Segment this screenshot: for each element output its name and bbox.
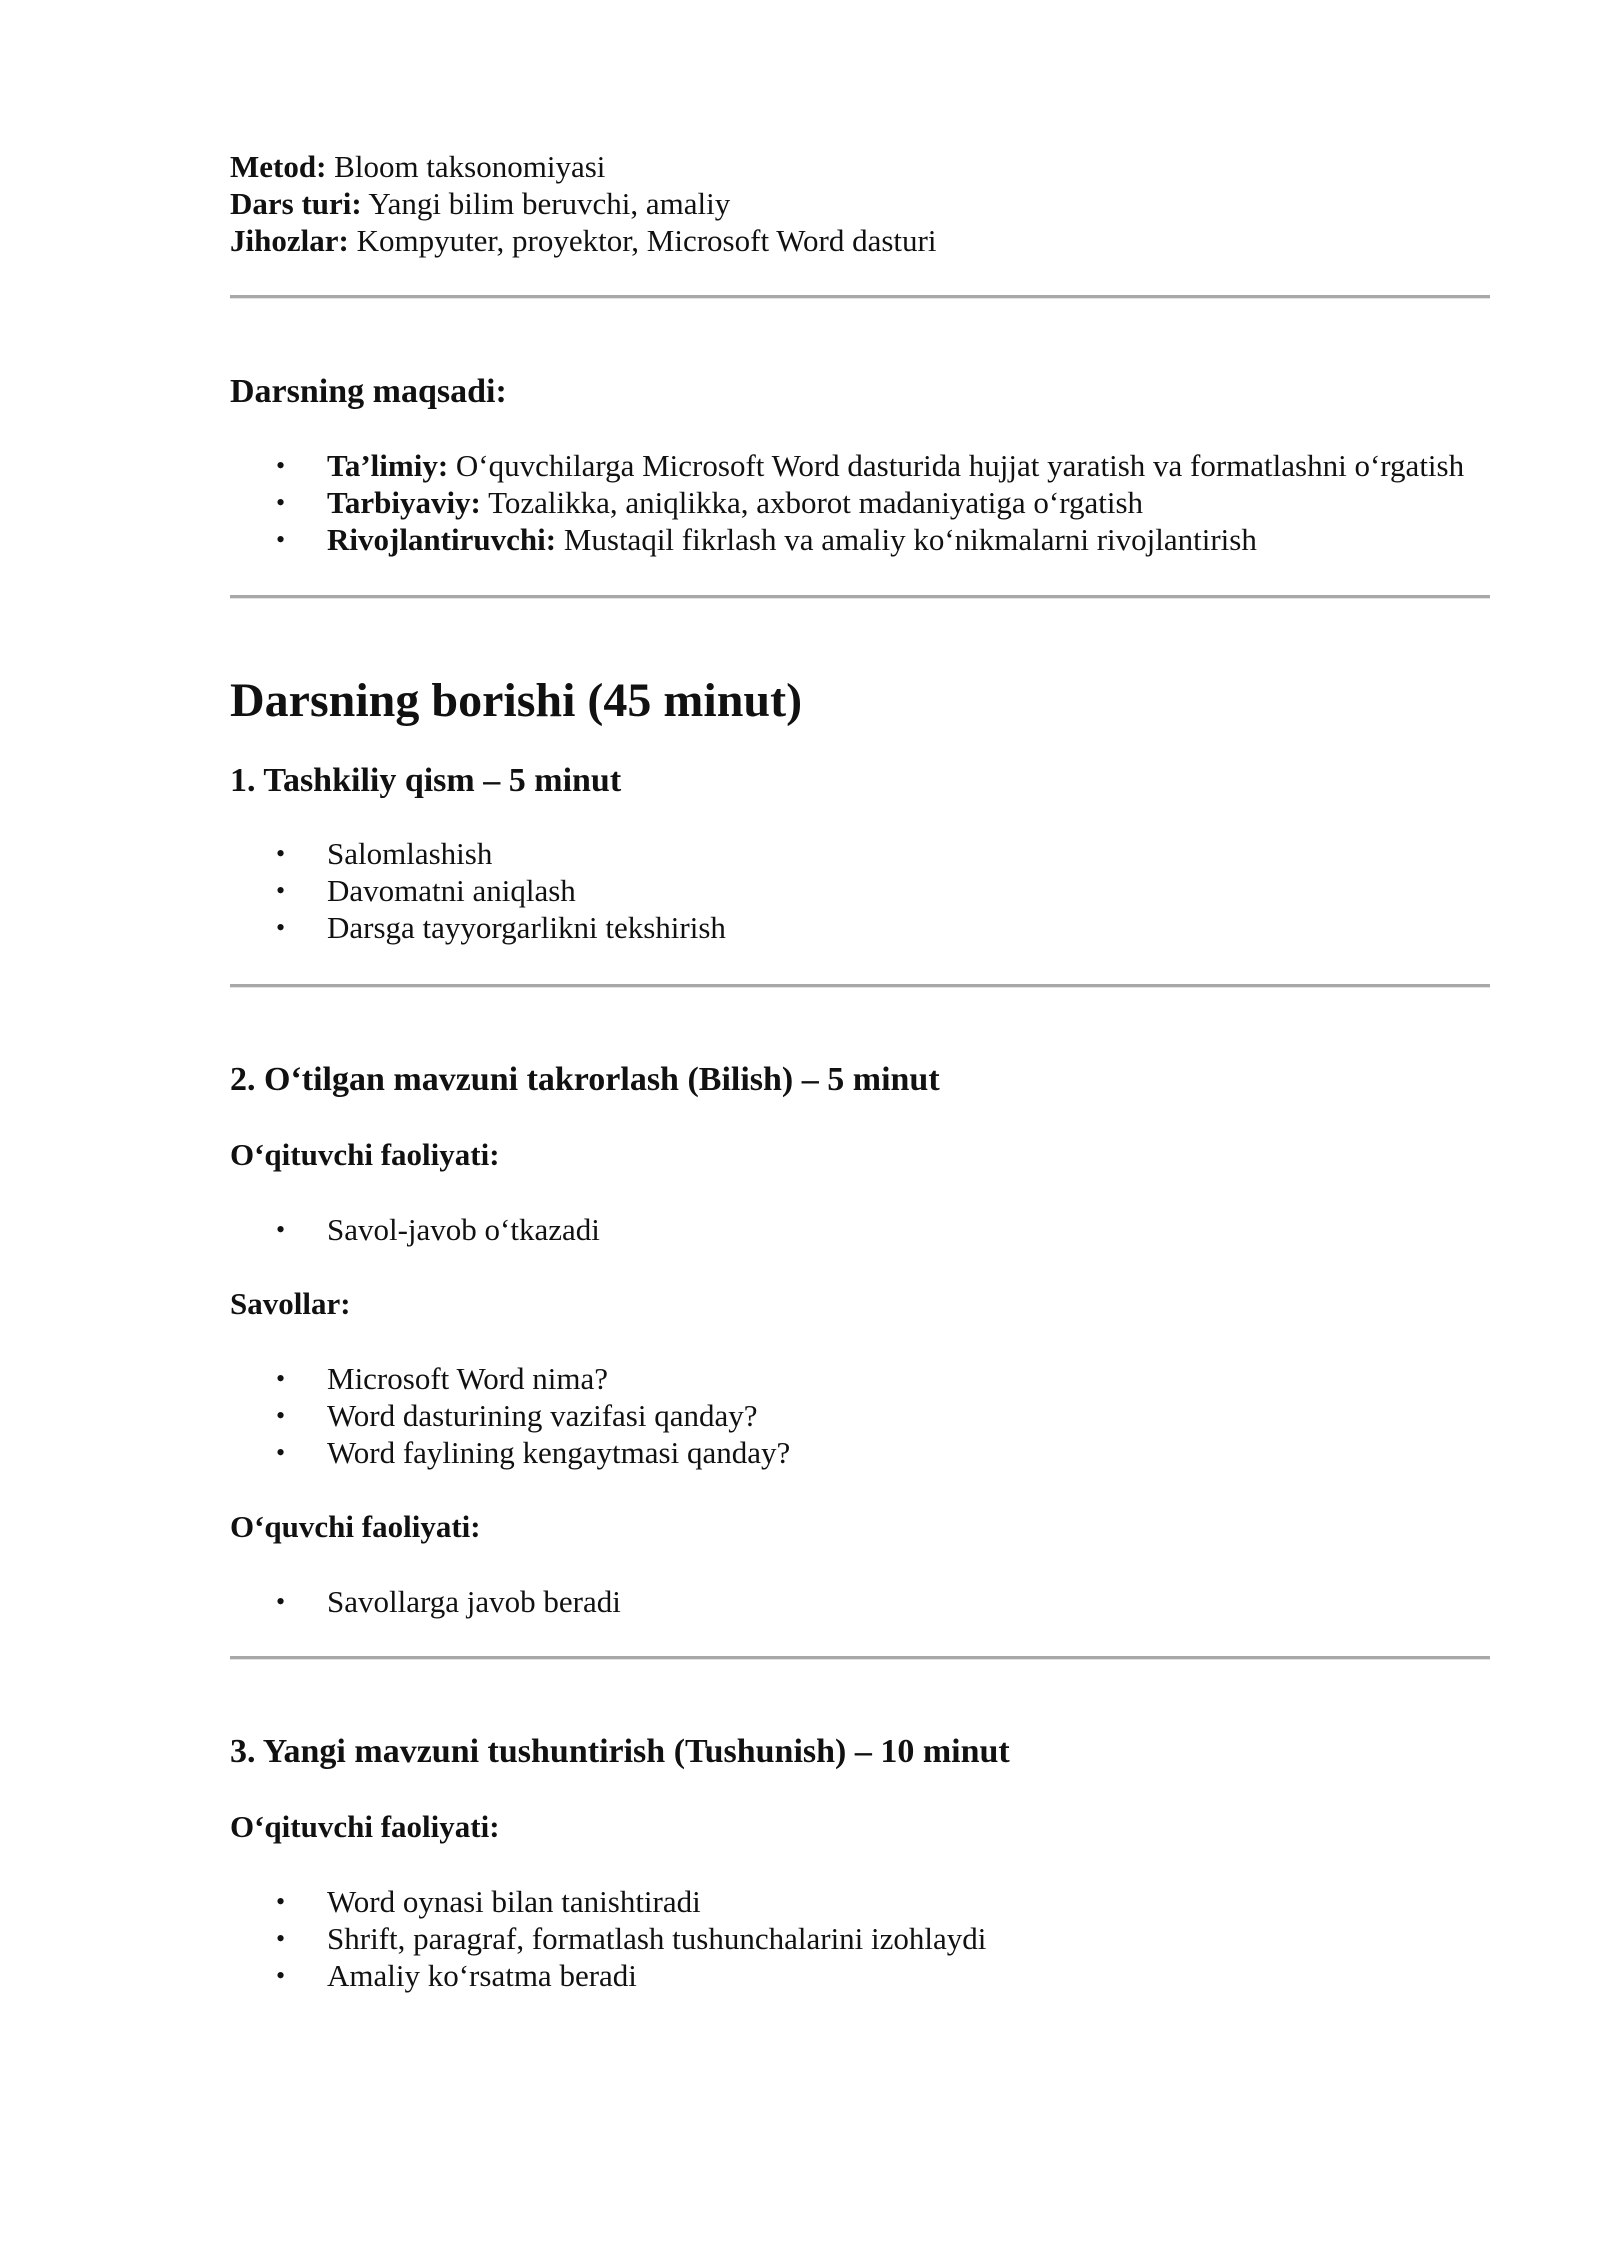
divider — [230, 595, 1490, 599]
dars-turi-value: Yangi bilim beruvchi, amaliy — [361, 186, 731, 221]
list-item-text: Davomatni aniqlash — [327, 873, 576, 908]
teacher-activity-label: O‘qituvchi faoliyati: — [230, 1137, 500, 1172]
section3-heading: 3. Yangi mavzuni tushuntirish (Tushunish) – 10 minut — [230, 1733, 1010, 1770]
student-activity-label: O‘quvchi faoliyati: — [230, 1509, 481, 1544]
list-item-text: Salomlashish — [327, 836, 493, 871]
teacher-activity-label: O‘qituvchi faoliyati: — [230, 1809, 500, 1844]
bullet-icon: • — [276, 1887, 286, 1916]
list-item-text: Microsoft Word nima? — [327, 1361, 609, 1396]
list-item — [230, 484, 1490, 521]
bullet-icon: • — [276, 1587, 286, 1616]
list-item — [230, 835, 1490, 872]
bullet-icon: • — [276, 839, 286, 868]
maqsad-list — [230, 447, 1490, 558]
dars-turi-label: Dars turi: — [230, 186, 362, 221]
bullet-icon: • — [276, 451, 286, 480]
section1-list — [230, 835, 1490, 946]
metod-value: Bloom taksonomiyasi — [326, 149, 606, 184]
list-item — [230, 909, 1490, 946]
maqsad-item-label: Tarbiyaviy: — [327, 485, 481, 520]
list-item-text: Amaliy ko‘rsatma beradi — [327, 1958, 637, 1993]
maqsad-heading: Darsning maqsadi: — [230, 373, 507, 410]
list-item — [230, 1211, 1490, 1248]
section1-heading: 1. Tashkiliy qism – 5 minut — [230, 762, 622, 799]
list-item — [230, 1920, 1490, 1957]
list-item-text: Shrift, paragraf, formatlash tushunchalarini izohlaydi — [327, 1921, 987, 1956]
jihozlar-value: Kompyuter, proyektor, Microsoft Word dasturi — [348, 223, 937, 258]
jihozlar-line — [230, 222, 1490, 259]
section2-student-list — [230, 1583, 1490, 1620]
list-item-text: Word faylining kengaytmasi qanday? — [327, 1435, 791, 1470]
section3-teacher-list — [230, 1883, 1490, 1994]
bullet-icon: • — [276, 1924, 286, 1953]
list-item — [230, 447, 1490, 484]
metod-label: Metod: — [230, 149, 327, 184]
divider — [230, 295, 1490, 299]
maqsad-item-text: O‘quvchilarga Microsoft Word dasturida hujjat yaratish va formatlashni o‘rgatish — [448, 448, 1465, 483]
dars-turi-line — [230, 185, 1490, 222]
list-item — [230, 872, 1490, 909]
list-item-text: Darsga tayyorgarlikni tekshirish — [327, 910, 726, 945]
divider — [230, 1656, 1490, 1660]
metod-line — [230, 148, 1490, 185]
divider — [230, 984, 1490, 988]
maqsad-item-label: Ta’limiy: — [327, 448, 449, 483]
list-item — [230, 521, 1490, 558]
list-item — [230, 1957, 1490, 1994]
list-item — [230, 1360, 1490, 1397]
list-item-text: Word dasturining vazifasi qanday? — [327, 1398, 758, 1433]
bullet-icon: • — [276, 1401, 286, 1430]
maqsad-item-text: Mustaqil fikrlash va amaliy ko‘nikmalarni rivojlantirish — [556, 522, 1257, 557]
bullet-icon: • — [276, 913, 286, 942]
bullet-icon: • — [276, 1438, 286, 1467]
jihozlar-label: Jihozlar: — [230, 223, 349, 258]
borishi-heading: Darsning borishi (45 minut) — [230, 674, 803, 727]
questions-label: Savollar: — [230, 1286, 351, 1321]
bullet-icon: • — [276, 488, 286, 517]
bullet-icon: • — [276, 525, 286, 554]
bullet-icon: • — [276, 1961, 286, 1990]
section2-heading: 2. O‘tilgan mavzuni takrorlash (Bilish) – 5 minut — [230, 1061, 940, 1098]
maqsad-item-label: Rivojlantiruvchi: — [327, 522, 557, 557]
bullet-icon: • — [276, 1215, 286, 1244]
list-item — [230, 1434, 1490, 1471]
list-item-text: Savollarga javob beradi — [327, 1584, 621, 1619]
list-item-text: Savol-javob o‘tkazadi — [327, 1212, 600, 1247]
questions-list — [230, 1360, 1490, 1471]
list-item — [230, 1883, 1490, 1920]
section2-teacher-list — [230, 1211, 1490, 1248]
maqsad-item-text: Tozalikka, aniqlikka, axborot madaniyatiga o‘rgatish — [480, 485, 1144, 520]
bullet-icon: • — [276, 876, 286, 905]
list-item — [230, 1397, 1490, 1434]
list-item — [230, 1583, 1490, 1620]
bullet-icon: • — [276, 1364, 286, 1393]
list-item-text: Word oynasi bilan tanishtiradi — [327, 1884, 701, 1919]
